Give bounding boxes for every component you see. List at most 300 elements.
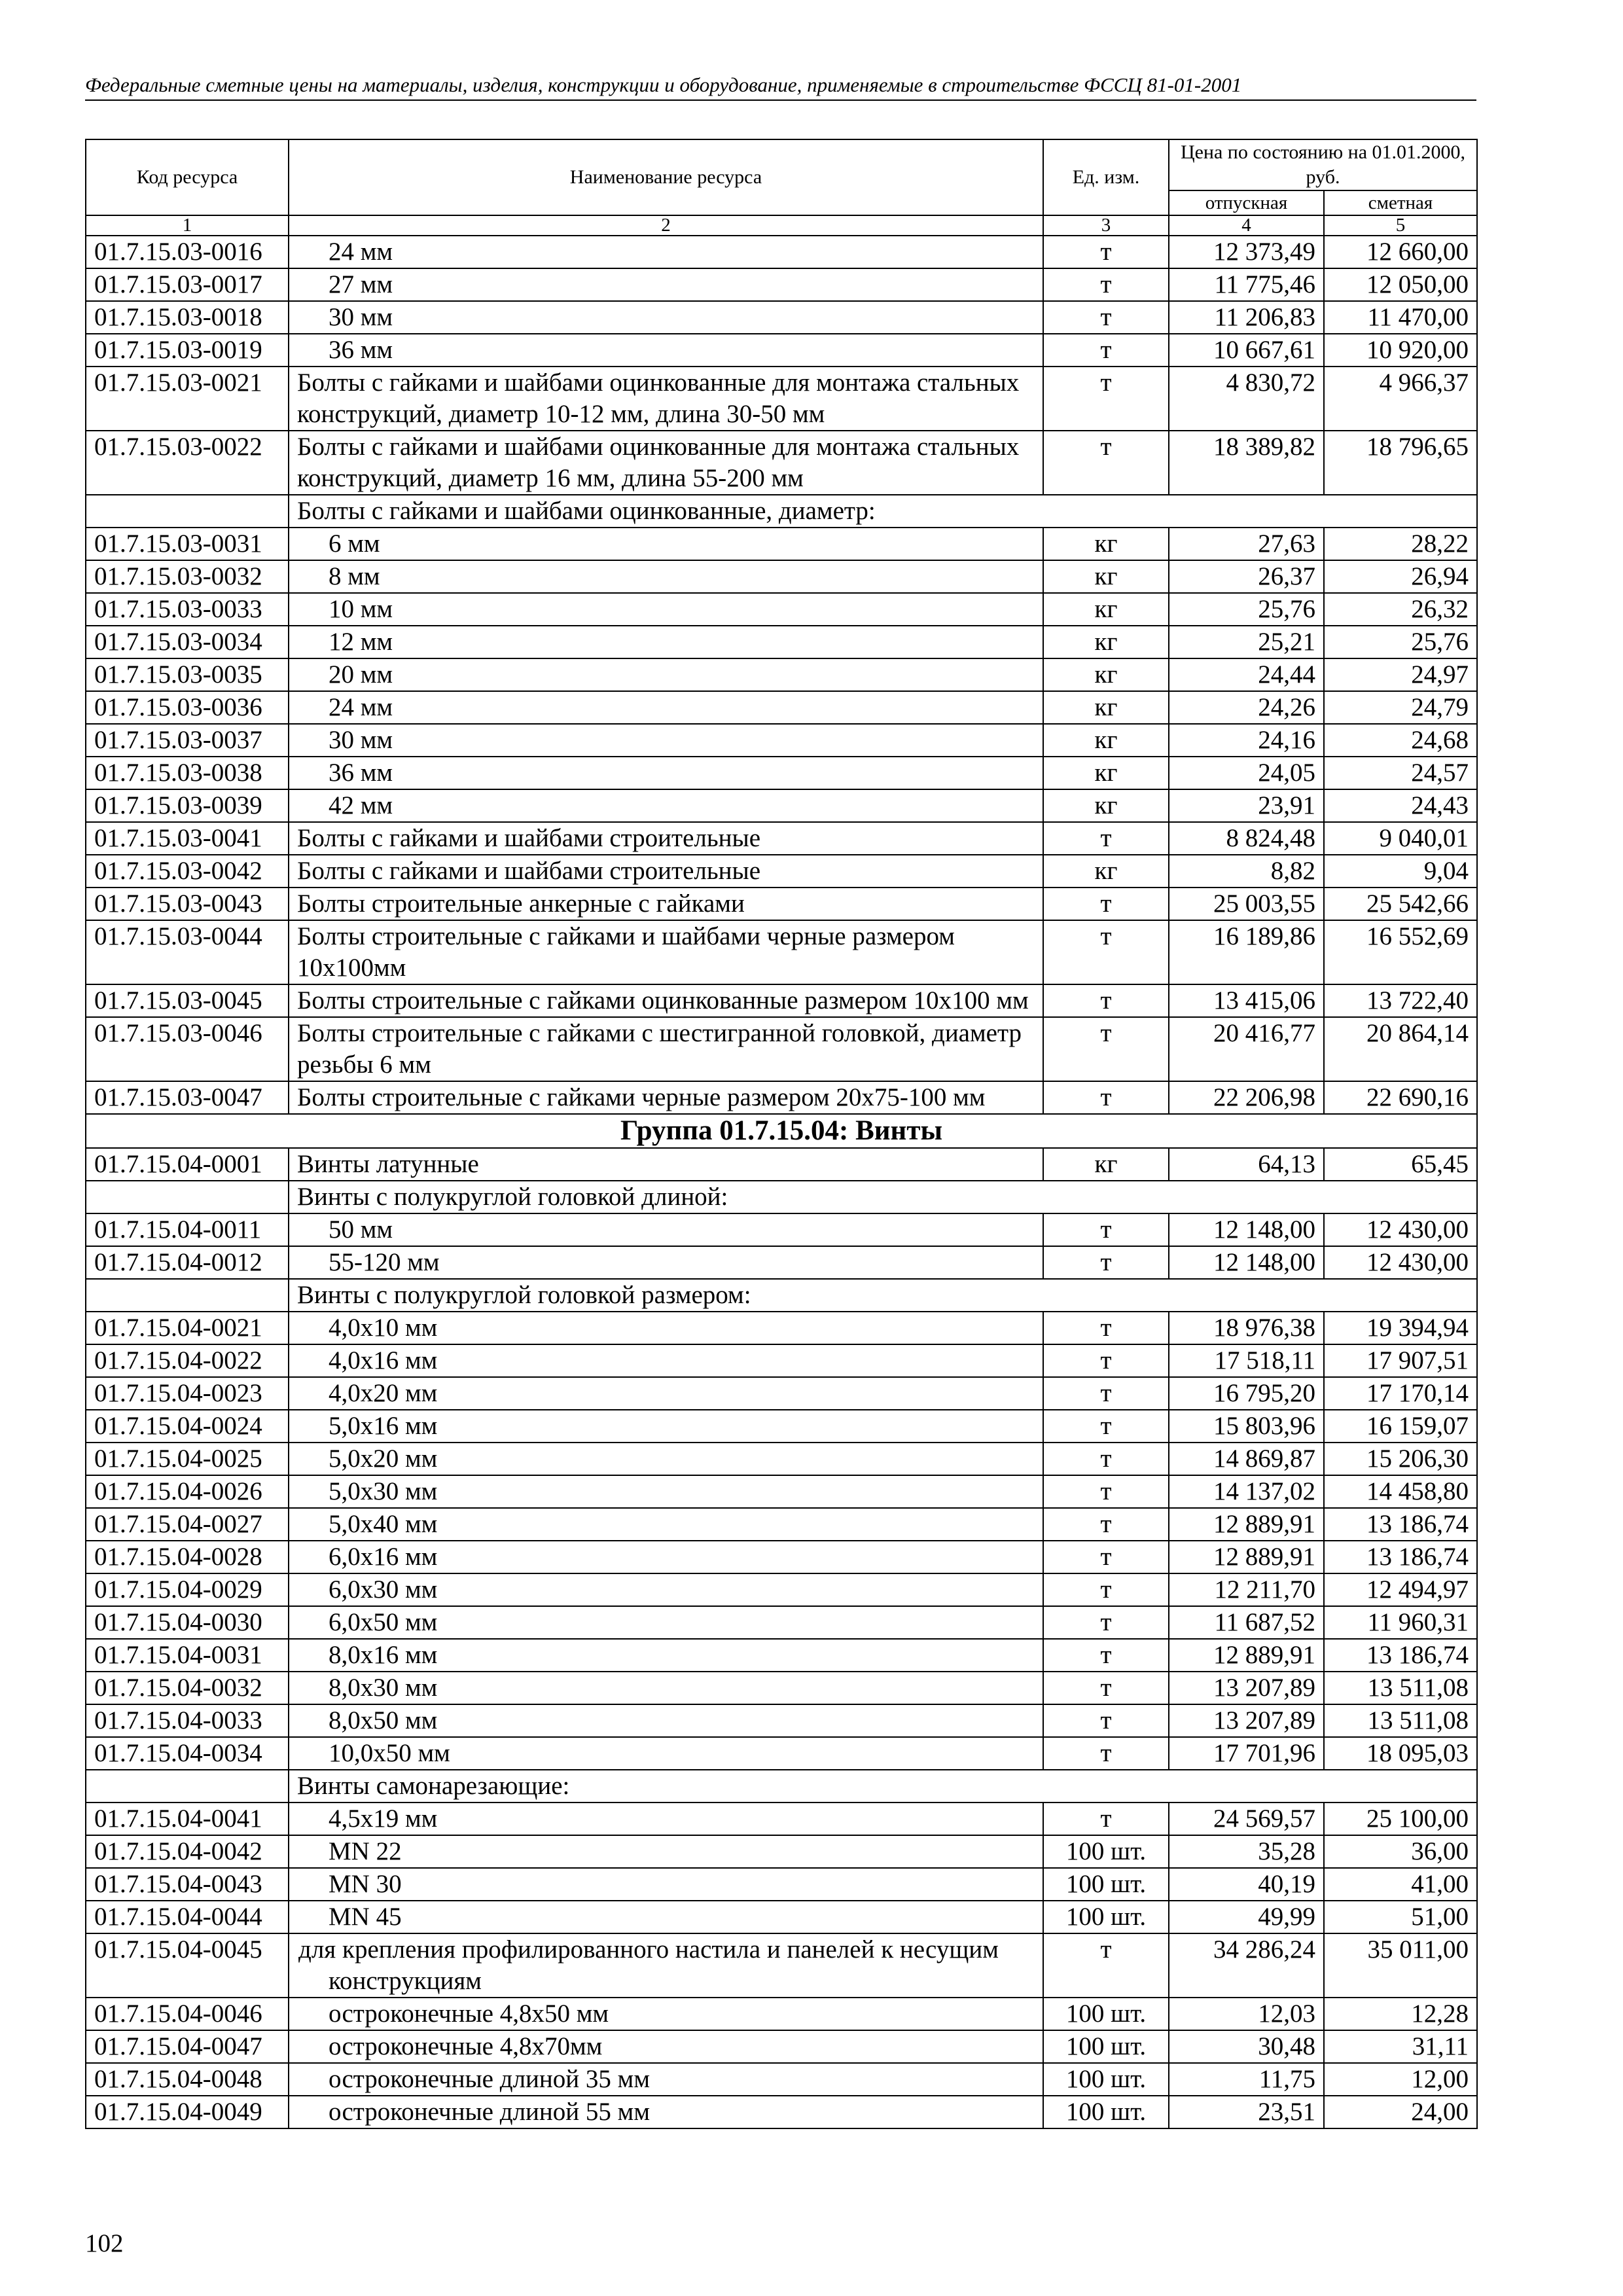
unit-of-measure: 100 шт. <box>1043 2063 1169 2096</box>
estimate-price: 24,68 <box>1324 724 1477 757</box>
unit-of-measure: т <box>1043 1933 1169 1998</box>
resource-name: 6 мм <box>289 528 1043 560</box>
unit-of-measure: т <box>1043 1737 1169 1770</box>
unit-of-measure: т <box>1043 1672 1169 1704</box>
resource-code: 01.7.15.03-0037 <box>86 724 289 757</box>
estimate-price: 24,00 <box>1324 2096 1477 2128</box>
table-row <box>86 984 1477 1017</box>
unit-of-measure: т <box>1043 1508 1169 1541</box>
estimate-price: 24,43 <box>1324 789 1477 822</box>
table-row <box>86 236 1477 268</box>
release-price: 16 795,20 <box>1169 1377 1324 1410</box>
resource-code: 01.7.15.03-0018 <box>86 301 289 334</box>
resource-code: 01.7.15.03-0033 <box>86 593 289 626</box>
release-price: 30,48 <box>1169 2030 1324 2063</box>
resource-code: 01.7.15.03-0016 <box>86 236 289 268</box>
release-price: 12 889,91 <box>1169 1508 1324 1541</box>
release-price: 11,75 <box>1169 2063 1324 2096</box>
resource-name: 10,0х50 мм <box>289 1737 1043 1770</box>
table-row <box>86 724 1477 757</box>
unit-of-measure: кг <box>1043 757 1169 789</box>
subheading-row <box>86 1770 1477 1803</box>
resource-code: 01.7.15.04-0030 <box>86 1606 289 1639</box>
table-row <box>86 1344 1477 1377</box>
resource-code: 01.7.15.03-0044 <box>86 920 289 984</box>
resource-code: 01.7.15.03-0035 <box>86 658 289 691</box>
release-price: 12 148,00 <box>1169 1246 1324 1279</box>
unit-of-measure: т <box>1043 1377 1169 1410</box>
estimate-price: 17 907,51 <box>1324 1344 1477 1377</box>
estimate-price: 18 095,03 <box>1324 1737 1477 1770</box>
estimate-price: 31,11 <box>1324 2030 1477 2063</box>
estimate-price: 15 206,30 <box>1324 1443 1477 1475</box>
col-number-4: 4 <box>1169 215 1324 236</box>
estimate-price: 12,28 <box>1324 1998 1477 2030</box>
release-price: 12 889,91 <box>1169 1639 1324 1672</box>
table-row <box>86 1606 1477 1639</box>
unit-of-measure: кг <box>1043 528 1169 560</box>
unit-of-measure: 100 шт. <box>1043 1998 1169 2030</box>
release-price: 26,37 <box>1169 560 1324 593</box>
estimate-price: 24,79 <box>1324 691 1477 724</box>
unit-of-measure: 100 шт. <box>1043 2096 1169 2128</box>
release-price: 13 207,89 <box>1169 1672 1324 1704</box>
release-price: 25,76 <box>1169 593 1324 626</box>
resource-name: 5,0х16 мм <box>289 1410 1043 1443</box>
resource-name: 4,5х19 мм <box>289 1803 1043 1835</box>
release-price: 10 667,61 <box>1169 334 1324 367</box>
release-price: 34 286,24 <box>1169 1933 1324 1998</box>
resource-name: Винты латунные <box>289 1148 1043 1181</box>
table-row <box>86 822 1477 855</box>
table-row <box>86 658 1477 691</box>
unit-of-measure: т <box>1043 1606 1169 1639</box>
release-price: 11 687,52 <box>1169 1606 1324 1639</box>
table-row <box>86 1443 1477 1475</box>
release-price: 22 206,98 <box>1169 1081 1324 1114</box>
estimate-price: 4 966,37 <box>1324 367 1477 431</box>
unit-of-measure: т <box>1043 334 1169 367</box>
resource-code: 01.7.15.03-0041 <box>86 822 289 855</box>
table-row <box>86 691 1477 724</box>
resource-name: 5,0х40 мм <box>289 1508 1043 1541</box>
table-body <box>86 236 1477 2128</box>
unit-of-measure: т <box>1043 1573 1169 1606</box>
unit-of-measure: кг <box>1043 626 1169 658</box>
resource-name: 6,0х16 мм <box>289 1541 1043 1573</box>
resource-name: MN 22 <box>289 1835 1043 1868</box>
release-price: 13 415,06 <box>1169 984 1324 1017</box>
resource-name: Болты строительные с гайками с шестигранной головкой, диаметр резьбы 6 мм <box>289 1017 1043 1081</box>
release-price: 11 775,46 <box>1169 268 1324 301</box>
table-row <box>86 1475 1477 1508</box>
resource-code: 01.7.15.03-0045 <box>86 984 289 1017</box>
release-price: 20 416,77 <box>1169 1017 1324 1081</box>
col-number-5: 5 <box>1324 215 1477 236</box>
table-row <box>86 431 1477 495</box>
release-price: 35,28 <box>1169 1835 1324 1868</box>
estimate-price: 25,76 <box>1324 626 1477 658</box>
resource-name: 24 мм <box>289 691 1043 724</box>
unit-of-measure: 100 шт. <box>1043 2030 1169 2063</box>
unit-of-measure: т <box>1043 301 1169 334</box>
resource-code: 01.7.15.03-0031 <box>86 528 289 560</box>
estimate-price: 24,97 <box>1324 658 1477 691</box>
resource-name: 42 мм <box>289 789 1043 822</box>
resource-name: 30 мм <box>289 301 1043 334</box>
unit-of-measure: т <box>1043 431 1169 495</box>
resource-code: 01.7.15.03-0034 <box>86 626 289 658</box>
resource-name: 30 мм <box>289 724 1043 757</box>
table-row <box>86 1246 1477 1279</box>
unit-of-measure: кг <box>1043 1148 1169 1181</box>
table-row <box>86 1868 1477 1901</box>
running-header: Федеральные сметные цены на материалы, изделия, конструкции и оборудование, применяемые в строительстве ФССЦ 81-01-2001 <box>85 73 1476 101</box>
resource-code: 01.7.15.04-0044 <box>86 1901 289 1933</box>
unit-of-measure: кг <box>1043 724 1169 757</box>
release-price: 27,63 <box>1169 528 1324 560</box>
resource-name: остроконечные длиной 35 мм <box>289 2063 1043 2096</box>
unit-of-measure: кг <box>1043 691 1169 724</box>
unit-of-measure: т <box>1043 1410 1169 1443</box>
table-row <box>86 528 1477 560</box>
table-row <box>86 560 1477 593</box>
estimate-price: 14 458,80 <box>1324 1475 1477 1508</box>
resource-code: 01.7.15.04-0028 <box>86 1541 289 1573</box>
resource-code: 01.7.15.04-0012 <box>86 1246 289 1279</box>
release-price: 12 889,91 <box>1169 1541 1324 1573</box>
unit-of-measure: т <box>1043 1213 1169 1246</box>
unit-of-measure: т <box>1043 1803 1169 1835</box>
resource-code: 01.7.15.04-0027 <box>86 1508 289 1541</box>
release-price: 24,05 <box>1169 757 1324 789</box>
unit-of-measure: 100 шт. <box>1043 1901 1169 1933</box>
unit-of-measure: т <box>1043 1081 1169 1114</box>
unit-of-measure: 100 шт. <box>1043 1868 1169 1901</box>
release-price: 24 569,57 <box>1169 1803 1324 1835</box>
release-price: 15 803,96 <box>1169 1410 1324 1443</box>
table-row <box>86 1933 1477 1998</box>
release-price: 12 373,49 <box>1169 236 1324 268</box>
estimate-price: 11 470,00 <box>1324 301 1477 334</box>
estimate-price: 17 170,14 <box>1324 1377 1477 1410</box>
resource-name: Болты строительные анкерные с гайками <box>289 888 1043 920</box>
estimate-price: 20 864,14 <box>1324 1017 1477 1081</box>
unit-of-measure: кг <box>1043 658 1169 691</box>
estimate-price: 13 186,74 <box>1324 1508 1477 1541</box>
col-header-release-price: отпускная <box>1169 190 1324 215</box>
resource-name: MN 45 <box>289 1901 1043 1933</box>
resource-code: 01.7.15.04-0026 <box>86 1475 289 1508</box>
estimate-price: 12 430,00 <box>1324 1246 1477 1279</box>
unit-of-measure: кг <box>1043 855 1169 888</box>
release-price: 24,44 <box>1169 658 1324 691</box>
resource-code: 01.7.15.04-0024 <box>86 1410 289 1443</box>
resource-name: Болты с гайками и шайбами оцинкованные для монтажа стальных конструкций, диаметр 16 мм, длина 55-200 мм <box>289 431 1043 495</box>
estimate-price: 10 920,00 <box>1324 334 1477 367</box>
estimate-price: 65,45 <box>1324 1148 1477 1181</box>
release-price: 14 869,87 <box>1169 1443 1324 1475</box>
resource-name: 24 мм <box>289 236 1043 268</box>
release-price: 11 206,83 <box>1169 301 1324 334</box>
unit-of-measure: т <box>1043 1639 1169 1672</box>
resource-code: 01.7.15.03-0043 <box>86 888 289 920</box>
estimate-price: 12,00 <box>1324 2063 1477 2096</box>
subheading-row <box>86 1181 1477 1213</box>
unit-of-measure: т <box>1043 888 1169 920</box>
estimate-price: 11 960,31 <box>1324 1606 1477 1639</box>
resource-name: Болты строительные с гайками и шайбами черные размером 10х100мм <box>289 920 1043 984</box>
table-row <box>86 1148 1477 1181</box>
resource-code: 01.7.15.04-0034 <box>86 1737 289 1770</box>
resource-name: Болты с гайками и шайбами строительные <box>289 855 1043 888</box>
empty-code-cell <box>86 1181 289 1213</box>
resource-name: 10 мм <box>289 593 1043 626</box>
release-price: 13 207,89 <box>1169 1704 1324 1737</box>
unit-of-measure: т <box>1043 920 1169 984</box>
release-price: 23,91 <box>1169 789 1324 822</box>
estimate-price: 9 040,01 <box>1324 822 1477 855</box>
resource-code: 01.7.15.03-0021 <box>86 367 289 431</box>
subheading-text: Винты самонарезающие: <box>289 1770 1477 1803</box>
resource-code: 01.7.15.03-0017 <box>86 268 289 301</box>
estimate-price: 41,00 <box>1324 1868 1477 1901</box>
resource-name: 4,0х16 мм <box>289 1344 1043 1377</box>
estimate-price: 22 690,16 <box>1324 1081 1477 1114</box>
unit-of-measure: т <box>1043 1475 1169 1508</box>
table-row <box>86 1901 1477 1933</box>
estimate-price: 12 494,97 <box>1324 1573 1477 1606</box>
estimate-price: 25 542,66 <box>1324 888 1477 920</box>
resource-name: Болты с гайками и шайбами оцинкованные для монтажа стальных конструкций, диаметр 10-12 мм, длина 30-50 мм <box>289 367 1043 431</box>
resource-name: 5,0х30 мм <box>289 1475 1043 1508</box>
resource-name: 27 мм <box>289 268 1043 301</box>
resource-code: 01.7.15.04-0029 <box>86 1573 289 1606</box>
table-row <box>86 757 1477 789</box>
resource-name: 50 мм <box>289 1213 1043 1246</box>
release-price: 18 976,38 <box>1169 1312 1324 1344</box>
empty-code-cell <box>86 495 289 528</box>
table-row <box>86 268 1477 301</box>
price-table <box>85 139 1478 2129</box>
table-row <box>86 789 1477 822</box>
table-row <box>86 1410 1477 1443</box>
release-price: 17 701,96 <box>1169 1737 1324 1770</box>
resource-code: 01.7.15.04-0049 <box>86 2096 289 2128</box>
resource-code: 01.7.15.04-0047 <box>86 2030 289 2063</box>
resource-code: 01.7.15.04-0042 <box>86 1835 289 1868</box>
table-row <box>86 2030 1477 2063</box>
col-number-1: 1 <box>86 215 289 236</box>
table-row <box>86 1835 1477 1868</box>
table-row <box>86 1508 1477 1541</box>
release-price: 17 518,11 <box>1169 1344 1324 1377</box>
resource-code: 01.7.15.03-0032 <box>86 560 289 593</box>
table-row <box>86 2063 1477 2096</box>
unit-of-measure: т <box>1043 1541 1169 1573</box>
estimate-price: 19 394,94 <box>1324 1312 1477 1344</box>
estimate-price: 24,57 <box>1324 757 1477 789</box>
estimate-price: 36,00 <box>1324 1835 1477 1868</box>
release-price: 40,19 <box>1169 1868 1324 1901</box>
subheading-row <box>86 495 1477 528</box>
resource-name: MN 30 <box>289 1868 1043 1901</box>
release-price: 64,13 <box>1169 1148 1324 1181</box>
unit-of-measure: т <box>1043 367 1169 431</box>
empty-code-cell <box>86 1770 289 1803</box>
table-row <box>86 334 1477 367</box>
resource-name: остроконечные 4,8х50 мм <box>289 1998 1043 2030</box>
subheading-text: Винты с полукруглой головкой размером: <box>289 1279 1477 1312</box>
estimate-price: 13 186,74 <box>1324 1639 1477 1672</box>
table-row <box>86 1998 1477 2030</box>
estimate-price: 18 796,65 <box>1324 431 1477 495</box>
page-number: 102 <box>85 2229 124 2257</box>
resource-name: 55-120 мм <box>289 1246 1043 1279</box>
col-header-code: Код ресурса <box>86 139 289 215</box>
resource-name: 6,0х30 мм <box>289 1573 1043 1606</box>
resource-code: 01.7.15.03-0047 <box>86 1081 289 1114</box>
resource-code: 01.7.15.04-0011 <box>86 1213 289 1246</box>
resource-name: 12 мм <box>289 626 1043 658</box>
resource-code: 01.7.15.04-0046 <box>86 1998 289 2030</box>
table-row <box>86 593 1477 626</box>
unit-of-measure: т <box>1043 268 1169 301</box>
table-row <box>86 1803 1477 1835</box>
resource-name: Болты строительные с гайками черные размером 20х75-100 мм <box>289 1081 1043 1114</box>
group-heading-row <box>86 1114 1477 1148</box>
estimate-price: 25 100,00 <box>1324 1803 1477 1835</box>
resource-name: 36 мм <box>289 757 1043 789</box>
release-price: 12 148,00 <box>1169 1213 1324 1246</box>
estimate-price: 26,32 <box>1324 593 1477 626</box>
table-row <box>86 888 1477 920</box>
release-price: 25,21 <box>1169 626 1324 658</box>
table-row <box>86 1213 1477 1246</box>
resource-code: 01.7.15.03-0039 <box>86 789 289 822</box>
table-row <box>86 1639 1477 1672</box>
subheading-text: Винты с полукруглой головкой длиной: <box>289 1181 1477 1213</box>
estimate-price: 13 722,40 <box>1324 984 1477 1017</box>
table-row <box>86 1573 1477 1606</box>
table-row <box>86 1672 1477 1704</box>
resource-name: 4,0х20 мм <box>289 1377 1043 1410</box>
release-price: 8 824,48 <box>1169 822 1324 855</box>
subheading-text: Болты с гайками и шайбами оцинкованные, диаметр: <box>289 495 1477 528</box>
resource-name: 20 мм <box>289 658 1043 691</box>
unit-of-measure: т <box>1043 1344 1169 1377</box>
estimate-price: 35 011,00 <box>1324 1933 1477 1998</box>
subheading-row <box>86 1279 1477 1312</box>
resource-name: 4,0х10 мм <box>289 1312 1043 1344</box>
empty-code-cell <box>86 1279 289 1312</box>
group-title: Группа 01.7.15.04: Винты <box>86 1114 1477 1148</box>
resource-name: остроконечные длиной 55 мм <box>289 2096 1043 2128</box>
release-price: 4 830,72 <box>1169 367 1324 431</box>
resource-code: 01.7.15.03-0022 <box>86 431 289 495</box>
col-number-3: 3 <box>1043 215 1169 236</box>
release-price: 24,26 <box>1169 691 1324 724</box>
col-header-estimate-price: сметная <box>1324 190 1477 215</box>
unit-of-measure: т <box>1043 1704 1169 1737</box>
resource-name: остроконечные 4,8х70мм <box>289 2030 1043 2063</box>
unit-of-measure: кг <box>1043 789 1169 822</box>
table-row <box>86 855 1477 888</box>
table-row <box>86 1017 1477 1081</box>
release-price: 12 211,70 <box>1169 1573 1324 1606</box>
estimate-price: 12 430,00 <box>1324 1213 1477 1246</box>
release-price: 18 389,82 <box>1169 431 1324 495</box>
unit-of-measure: т <box>1043 1312 1169 1344</box>
resource-code: 01.7.15.04-0033 <box>86 1704 289 1737</box>
resource-code: 01.7.15.04-0022 <box>86 1344 289 1377</box>
resource-code: 01.7.15.04-0001 <box>86 1148 289 1181</box>
table-row <box>86 1081 1477 1114</box>
resource-name: 36 мм <box>289 334 1043 367</box>
unit-of-measure: т <box>1043 1246 1169 1279</box>
estimate-price: 12 050,00 <box>1324 268 1477 301</box>
table-row <box>86 1312 1477 1344</box>
resource-code: 01.7.15.03-0046 <box>86 1017 289 1081</box>
release-price: 25 003,55 <box>1169 888 1324 920</box>
estimate-price: 13 511,08 <box>1324 1672 1477 1704</box>
table-row <box>86 1704 1477 1737</box>
resource-code: 01.7.15.04-0025 <box>86 1443 289 1475</box>
resource-name: Болты строительные с гайками оцинкованные размером 10х100 мм <box>289 984 1043 1017</box>
release-price: 8,82 <box>1169 855 1324 888</box>
unit-of-measure: т <box>1043 1443 1169 1475</box>
resource-code: 01.7.15.03-0038 <box>86 757 289 789</box>
release-price: 49,99 <box>1169 1901 1324 1933</box>
col-header-unit: Ед. изм. <box>1043 139 1169 215</box>
table-row <box>86 2096 1477 2128</box>
resource-name: 6,0х50 мм <box>289 1606 1043 1639</box>
table-row <box>86 1377 1477 1410</box>
resource-name: 8,0х30 мм <box>289 1672 1043 1704</box>
estimate-price: 13 511,08 <box>1324 1704 1477 1737</box>
resource-code: 01.7.15.04-0043 <box>86 1868 289 1901</box>
estimate-price: 13 186,74 <box>1324 1541 1477 1573</box>
table-head <box>86 139 1477 236</box>
table-row <box>86 920 1477 984</box>
unit-of-measure: т <box>1043 236 1169 268</box>
estimate-price: 28,22 <box>1324 528 1477 560</box>
resource-name: 8,0х50 мм <box>289 1704 1043 1737</box>
resource-code: 01.7.15.04-0045 <box>86 1933 289 1998</box>
resource-code: 01.7.15.04-0032 <box>86 1672 289 1704</box>
table-row <box>86 301 1477 334</box>
col-number-2: 2 <box>289 215 1043 236</box>
table-row <box>86 367 1477 431</box>
table-row <box>86 1737 1477 1770</box>
release-price: 14 137,02 <box>1169 1475 1324 1508</box>
unit-of-measure: кг <box>1043 560 1169 593</box>
resource-code: 01.7.15.03-0042 <box>86 855 289 888</box>
estimate-price: 9,04 <box>1324 855 1477 888</box>
unit-of-measure: т <box>1043 984 1169 1017</box>
release-price: 12,03 <box>1169 1998 1324 2030</box>
table-row <box>86 1541 1477 1573</box>
unit-of-measure: т <box>1043 822 1169 855</box>
table-row <box>86 626 1477 658</box>
estimate-price: 16 552,69 <box>1324 920 1477 984</box>
resource-code: 01.7.15.03-0019 <box>86 334 289 367</box>
col-header-price: Цена по состоянию на 01.01.2000, руб. <box>1169 139 1477 190</box>
estimate-price: 16 159,07 <box>1324 1410 1477 1443</box>
unit-of-measure: т <box>1043 1017 1169 1081</box>
col-header-name: Наименование ресурса <box>289 139 1043 215</box>
resource-code: 01.7.15.04-0041 <box>86 1803 289 1835</box>
